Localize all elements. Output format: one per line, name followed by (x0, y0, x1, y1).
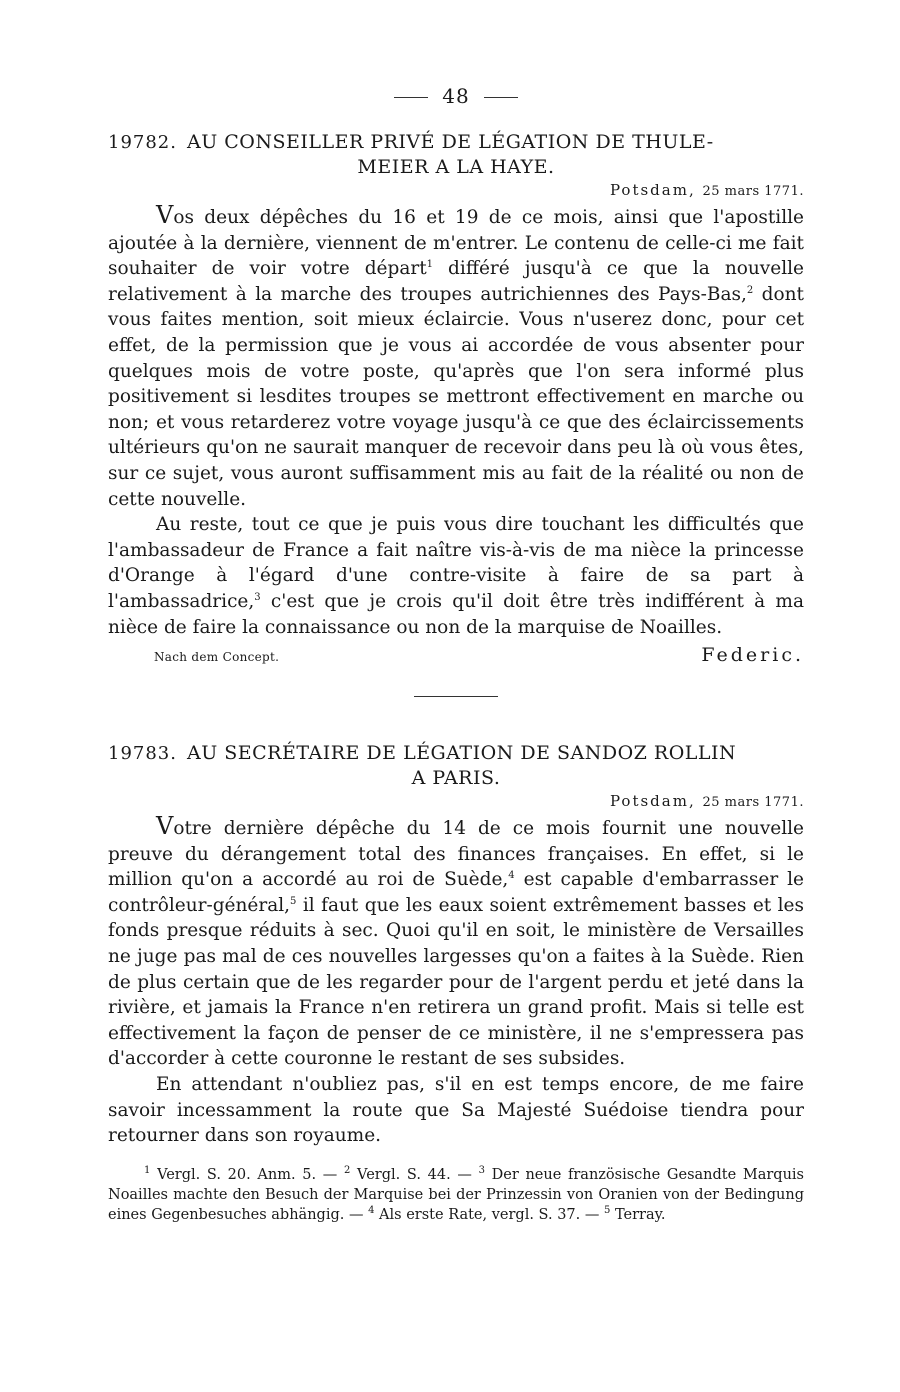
footnote-ref: 4 (508, 870, 515, 882)
paragraph-text: il faut que les eaux soient extrêmement basses et les fonds presque réduits à sec. Quoi qu'il en soit, le ministère de Versailles ne juge pas mal de ces nouvelles largesses qu'on a faites à la Suède. Rien de plus certain que de les regarder pour de l'argent perdu et jeté dans la rivière, et jamais la France n'en retirera un grand profit. Mais si telle est effectivement la façon de penser de ce ministère, il ne s'empressera pas d'accorder à cette couronne le restant de ses subsides. (108, 894, 804, 1070)
footnote-ref: 3 (254, 591, 261, 603)
footnote-block (108, 1165, 804, 1225)
paragraph-text: différé jusqu'à ce que la nouvelle relativement à la marche des troupes autrichiennes des Pays-Bas, (108, 258, 804, 305)
paragraph-text: os deux dépêches du 16 et 19 de ce mois, ainsi que l'apostille ajoutée à la dernière, viennent de m'entrer. Le contenu de celle-ci me fait souhaiter de voir votre départ (108, 207, 804, 280)
heading-line-2: A PARIS. (411, 767, 501, 790)
footnote-ref: 5 (290, 895, 297, 907)
header-dash-left (394, 97, 428, 98)
letter-heading (108, 130, 804, 179)
footnote-text: Terray. (610, 1206, 666, 1223)
paragraph-2 (108, 512, 804, 640)
footnote-text: Als erste Rate, vergl. S. 37. — (374, 1206, 604, 1223)
dateline-place: Potsdam, (609, 181, 696, 199)
paragraph-text: c'est que je crois qu'il doit être très indifférent à ma nièce de faire la connaissance ou non de la marquise de Noailles. (108, 590, 804, 638)
dateline (108, 792, 804, 810)
paragraph-1 (108, 814, 804, 1072)
dateline-date: 25 mars 1771. (702, 795, 804, 811)
paragraph-text: dont vous faites mention, soit mieux éclaircie. Vous n'userez donc, pour cet effet, de la permission que je vous ai accordée de vous absenter pour quelques mois de votre poste, qu'après que l'on sera informé plus positivement si lesdites troupes se mettront effectivement en marche ou non; et vous retarderez votre voyage jusqu'à ce que des éclaircissements ultérieurs qu'on ne saurait manquer de recevoir dans peu là où vous êtes, sur ce sujet, vous auront suffisamment mis au fait de la réalité ou non de cette nouvelle. (108, 283, 804, 510)
footnote-ref: 1 (426, 259, 434, 271)
dateline-place: Potsdam, (609, 792, 696, 811)
paragraph-text: Au reste, tout ce que je puis vous dire touchant les difficultés que l'ambassadeur de France a fait naître vis-à-vis de ma nièce la princesse d'Orange à l'égard d'une contre-visite à faire de sa part à l'ambassadrice, (108, 514, 804, 612)
page-header (108, 84, 804, 108)
paragraph-1 (108, 203, 804, 512)
footnote-ref: 2 (746, 284, 754, 296)
footnote-text: Vergl. S. 20. Anm. 5. — (150, 1166, 344, 1183)
dateline (108, 181, 804, 199)
footnote-marker: 3 (478, 1164, 485, 1176)
source-note: Nach dem Concept. (154, 650, 280, 665)
drop-cap: V (156, 812, 174, 841)
page (108, 84, 804, 1225)
paragraph-2 (108, 1072, 804, 1149)
letter-number: 19782. (108, 132, 177, 153)
footnote-marker: 4 (368, 1204, 375, 1216)
page-number: 48 (442, 84, 470, 108)
paragraph-text: otre dernière dépêche du 14 de ce mois fournit une nouvelle preuve du dérangement total des finances françaises. En effet, si le million qu'on a accordé au roi de Suède, (108, 818, 804, 891)
footnotes (108, 1165, 804, 1225)
signoff (108, 644, 804, 666)
letter-number: 19783. (108, 743, 177, 765)
drop-cap: V (156, 201, 174, 229)
heading-line-1: AU CONSEILLER PRIVÉ DE LÉGATION DE THULE- (186, 131, 714, 153)
footnote-text: Vergl. S. 44. — (350, 1166, 479, 1183)
section-separator (414, 696, 498, 697)
letter-heading (108, 741, 804, 790)
header-dash-right (484, 97, 518, 98)
signature: Federic. (701, 644, 804, 667)
heading-line-1: AU SECRÉTAIRE DE LÉGATION DE SANDOZ ROLLIN (186, 742, 737, 765)
letter-19782 (108, 130, 804, 666)
footnote-text: Der neue französische Gesandte Marquis Noailles machte den Besuch der Marquise bei der Prinzessin von Oranien von der Bedingung eines Gegenbesuches abhängig. — (108, 1166, 804, 1223)
letter-19783 (108, 741, 804, 1149)
paragraph-text: En attendant n'oubliez pas, s'il en est temps encore, de me faire savoir incessamment la route que Sa Majesté Suédoise tiendra pour retourner dans son royaume. (108, 1074, 804, 1147)
footnote-marker: 2 (343, 1164, 351, 1176)
dateline-date: 25 mars 1771. (702, 184, 804, 199)
footnote-marker: 5 (603, 1204, 611, 1216)
footnote-marker: 1 (144, 1164, 151, 1176)
heading-line-2: MEIER A LA HAYE. (357, 156, 555, 178)
paragraph-text: est capable d'embarrasser le contrôleur-général, (108, 869, 804, 916)
